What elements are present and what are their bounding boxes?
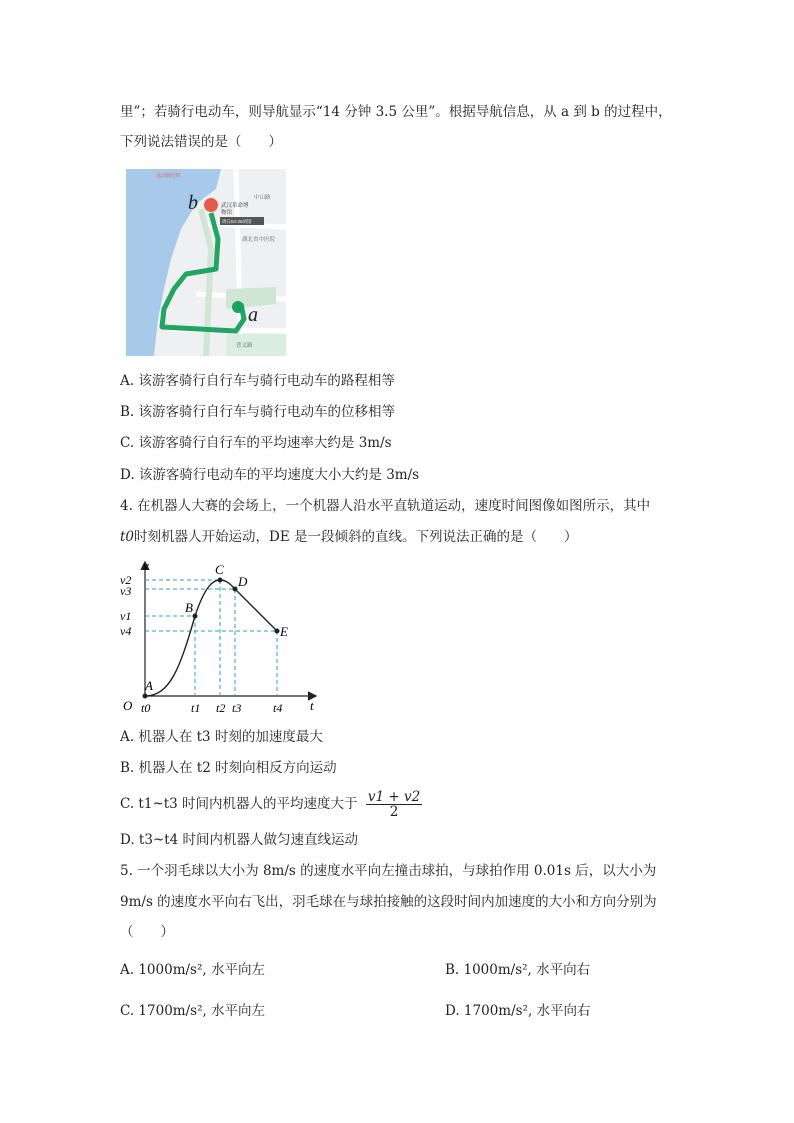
graph-point-label: B xyxy=(185,600,193,615)
graph-point-label: D xyxy=(238,574,248,589)
map-hospital: 湖北省中医院 xyxy=(242,237,276,243)
map-poi-name-2: 物馆 xyxy=(221,210,233,216)
q5-option-b: B. 1000m/s², 水平向右 xyxy=(445,962,591,978)
q5-stem-line-3: （ ） xyxy=(120,924,174,940)
intro-line-1: 里”；若骑行电动车，则导航显示“14 分钟 3.5 公里”。根据导航信息，从 a 到 b 的过程中， xyxy=(120,104,672,120)
q5-stem-line-1: 5. 一个羽毛球以大小为 8m/s 的速度水平向左撞击球拍，与球拍作用 0.01s 后，以大小为 xyxy=(120,863,657,879)
graph-x-axis-label: t xyxy=(310,698,314,713)
q5-option-a: A. 1000m/s², 水平向左 xyxy=(120,962,265,978)
q4-option-d: D. t3~t4 时间内机器人做匀速直线运动 xyxy=(120,832,359,848)
fraction-denominator: 2 xyxy=(389,804,399,820)
q5-option-c: C. 1700m/s², 水平向左 xyxy=(120,1003,266,1019)
intro-line-2: 下列说法错误的是（ ） xyxy=(120,134,282,150)
map-poi-hours: 周日04-26闭馆 xyxy=(222,219,252,224)
q4-stem-line-1: 4. 在机器人大赛的会场上，一个机器人沿水平直轨道运动，速度时间图像如图所示，其中 xyxy=(120,498,651,514)
graph-y-tick: v4 xyxy=(120,624,132,638)
fraction-numerator: v1 + v2 xyxy=(367,789,421,805)
map-road-zhongshan: 中山路 xyxy=(254,195,271,201)
graph-x-tick: t1 xyxy=(191,701,201,715)
graph-point-label: E xyxy=(280,624,288,639)
graph-y-tick: v1 xyxy=(120,609,132,623)
q4-option-a: A. 机器人在 t3 时刻的加速度最大 xyxy=(120,729,323,745)
q5-option-d: D. 1700m/s², 水平向右 xyxy=(445,1003,591,1019)
q5-stem-line-2: 9m/s 的速度水平向右飞出，羽毛球在与球拍接触的这段时间内加速度的大小和方向分别为 xyxy=(120,894,657,910)
graph-point-label: C xyxy=(215,562,224,577)
navigation-map xyxy=(126,169,286,356)
graph-point-label: A xyxy=(145,678,153,693)
q3-option-c: C. 该游客骑行自行车的平均速率大约是 3m/s xyxy=(120,435,392,451)
svg-text:远动骑行时: 远动骑行时 xyxy=(156,173,182,179)
q4-option-c xyxy=(120,790,422,819)
q4-stem-symbol: t0 xyxy=(120,529,135,545)
q4-stem-rest: 时刻机器人开始运动，DE 是一段倾斜的直线。下列说法正确的是（ ） xyxy=(134,529,578,545)
map-label-a: a xyxy=(248,304,258,326)
q4-option-c-text: C. t1~t3 时间内机器人的平均速度大于 xyxy=(120,796,358,812)
map-poi-name-1: 武汉革命博 xyxy=(221,203,249,209)
q3-option-b: B. 该游客骑行自行车与骑行电动车的位移相等 xyxy=(120,404,396,420)
velocity-time-graph xyxy=(115,558,320,718)
q4-option-b: B. 机器人在 t2 时刻向相反方向运动 xyxy=(120,760,337,776)
graph-x-tick: t4 xyxy=(273,701,283,715)
map-label-b: b xyxy=(188,192,198,214)
graph-origin-label: O xyxy=(123,698,133,713)
fraction xyxy=(366,790,422,819)
graph-x-tick: t0 xyxy=(141,701,151,715)
graph-y-axis-label: v xyxy=(143,558,149,573)
graph-y-tick: v3 xyxy=(120,584,132,598)
q3-option-d: D. 该游客骑行电动车的平均速度大小大约是 3m/s xyxy=(120,467,420,483)
map-road-puyi: 普义路 xyxy=(236,343,253,349)
graph-y-tick: v2 xyxy=(120,573,132,587)
q4-stem-line-2 xyxy=(120,528,578,546)
graph-x-tick: t2 xyxy=(216,701,226,715)
q3-option-a: A. 该游客骑行自行车与骑行电动车的路程相等 xyxy=(120,373,395,389)
graph-x-tick: t3 xyxy=(232,701,242,715)
